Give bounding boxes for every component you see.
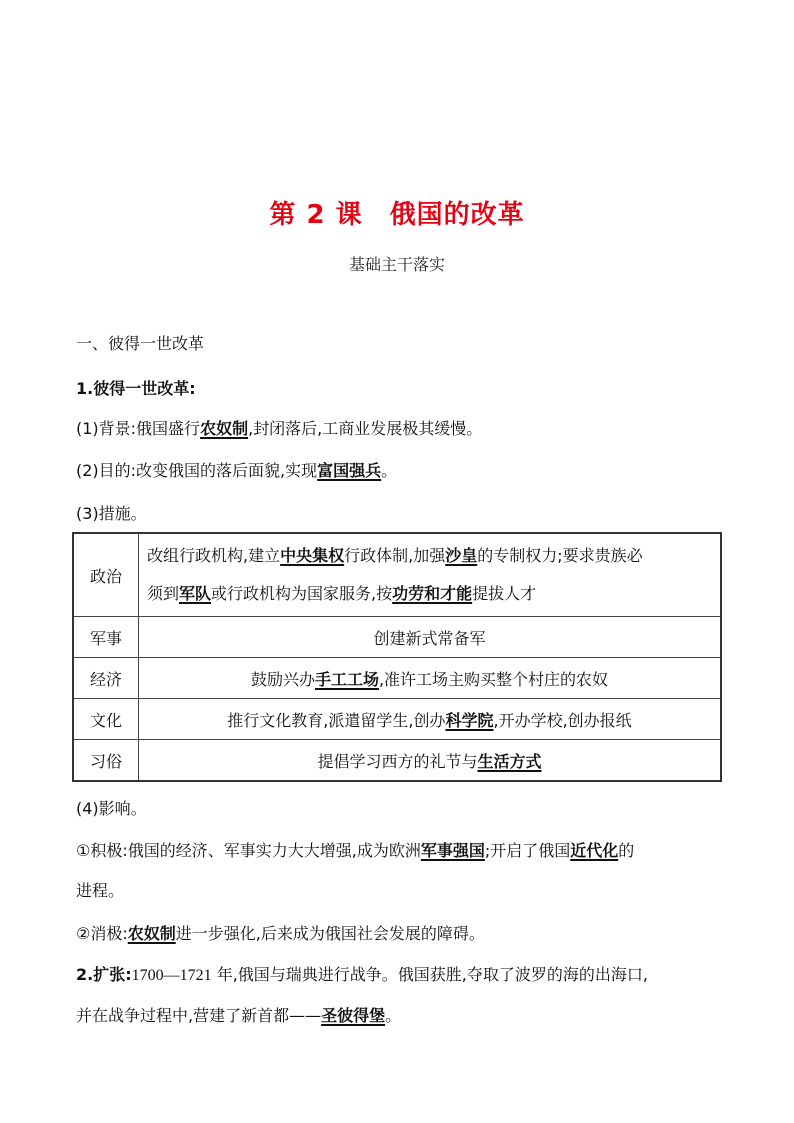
table-row xyxy=(73,533,721,617)
text-segment: 的专制权力;要求贵族必 xyxy=(477,546,643,565)
measure-cell: 创建新式常备军 xyxy=(139,617,722,658)
item1-label: 1.彼得一世改革: xyxy=(76,379,196,398)
table-row xyxy=(73,740,721,782)
purpose-prefix: (2)目的:改变俄国的落后面貌,实现 xyxy=(76,461,318,480)
key-term: 军事强国 xyxy=(420,841,485,860)
text-segment: 。 xyxy=(385,1006,402,1025)
measure-cell xyxy=(139,658,722,699)
years-range: 1700—1721 xyxy=(131,967,212,984)
key-term: 农奴制 xyxy=(127,924,176,943)
text-segment: 提拔人才 xyxy=(472,584,537,603)
negative-impact-line xyxy=(76,923,485,945)
text-segment: 须到 xyxy=(147,584,180,603)
positive-impact-line2: 进程。 xyxy=(76,881,125,900)
measures-table xyxy=(72,532,722,782)
background-suffix: ,封闭落后,工商业发展极其缓慢。 xyxy=(248,419,483,438)
impact-label: (4)影响。 xyxy=(76,799,147,818)
table-row xyxy=(73,617,721,658)
purpose-line xyxy=(76,460,397,482)
purpose-suffix: 。 xyxy=(381,461,398,480)
key-term: 农奴制 xyxy=(200,419,249,438)
category-cell: 文化 xyxy=(73,699,139,740)
key-term: 富国强兵 xyxy=(317,461,382,480)
expansion-line2 xyxy=(76,1005,401,1027)
measure-cell xyxy=(139,740,722,782)
table-row xyxy=(73,699,721,740)
background-line xyxy=(76,418,482,440)
text-segment: ,开办学校,创办报纸 xyxy=(493,710,632,730)
text-segment: 进一步强化,后来成为俄国社会发展的障碍。 xyxy=(175,924,485,943)
text-segment: 年,俄国与瑞典进行战争。俄国获胜,夺取了波罗的海的出海口, xyxy=(211,965,648,984)
key-term: 近代化 xyxy=(570,841,619,860)
lesson-title: 第 2 课 俄国的改革 xyxy=(269,200,525,230)
text-segment: ,准许工场主购买整个村庄的农奴 xyxy=(378,669,609,689)
category-cell: 经济 xyxy=(73,658,139,699)
section-subtitle: 基础主干落实 xyxy=(348,255,445,274)
measure-cell xyxy=(139,533,722,617)
background-prefix: (1)背景:俄国盛行 xyxy=(76,419,201,438)
text-segment: 行政体制,加强 xyxy=(344,546,446,565)
text-segment: 的 xyxy=(618,841,635,860)
text-segment: ;开启了俄国 xyxy=(484,841,571,860)
key-term: 军队 xyxy=(179,584,212,603)
key-term: 生活方式 xyxy=(477,751,542,771)
category-cell: 习俗 xyxy=(73,740,139,782)
category-cell: 政治 xyxy=(73,533,139,617)
measures-label: (3)措施。 xyxy=(76,504,147,523)
text-segment: 推行文化教育,派遣留学生,创办 xyxy=(227,710,446,730)
key-term: 手工工场 xyxy=(314,669,379,689)
measure-cell xyxy=(139,699,722,740)
text-segment: 改组行政机构,建立 xyxy=(147,546,281,565)
text-segment: 鼓励兴办 xyxy=(250,669,315,689)
key-term: 功劳和才能 xyxy=(392,584,473,603)
section-heading: 一、彼得一世改革 xyxy=(76,334,205,353)
key-term: 科学院 xyxy=(445,710,494,730)
key-term: 沙皇 xyxy=(445,546,478,565)
key-term: 中央集权 xyxy=(280,546,345,565)
positive-impact-line1 xyxy=(76,840,634,862)
item2-label: 2.扩张: xyxy=(76,965,132,984)
table-row xyxy=(73,658,721,699)
text-segment: 或行政机构为国家服务,按 xyxy=(211,584,393,603)
category-cell: 军事 xyxy=(73,617,139,658)
expansion-line1 xyxy=(76,964,648,987)
text-segment: ②消极: xyxy=(76,924,128,943)
text-segment: ①积极:俄国的经济、军事实力大大增强,成为欧洲 xyxy=(76,841,421,860)
text-segment: 提倡学习西方的礼节与 xyxy=(317,751,478,771)
key-term: 圣彼得堡 xyxy=(321,1006,386,1025)
text-segment: 并在战争过程中,营建了新首都—— xyxy=(76,1006,322,1025)
